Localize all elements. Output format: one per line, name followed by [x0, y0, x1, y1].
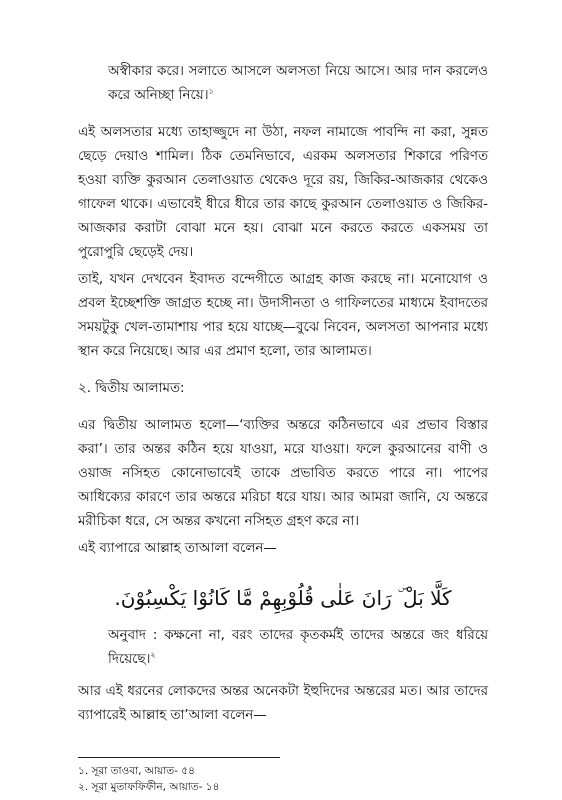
intro-line: এই ব্যাপারে আল্লাহ তাআলা বলেন—: [78, 541, 277, 556]
translation: [108, 624, 488, 672]
paragraph-signs: তাই, যখন দেখবেন ইবাদত বন্দেগীতে আগ্রহ কাজ করছে না। মনোযোগ ও প্রবল ইচ্ছেশক্তি জাগ্রত হচ্ছে না। উদাসীনতা ও গাফিলতের মাধ্যমে ইবাদতের সময়টুকু খেল-তামাশায় পার হয়ে যাচ্ছে—বুঝে নিবেন, অলসতা আপনার মধ্যে স্থান করে নিয়েছে। আর এর প্রমাণ হলো, তার আলামত।: [78, 272, 488, 359]
footnote-divider: [78, 757, 280, 758]
closing-paragraph: আর এই ধরনের লোকদের অন্তর অনেকটা ইহুদিদের অন্তরের মত। আর তাদের ব্যাপারেই আল্লাহ তা’আলা বলেন—: [78, 684, 488, 723]
arabic-verse: كَلَّا بَلْ ۜ رَانَ عَلٰى قُلُوْبِهِمْ مَّا كَانُوْا يَكْسِبُوْنَ.: [114, 586, 452, 610]
quote-text: অস্বীকার করে। সলাতে আসলে অলসতা নিয়ে আসে। আর দান করলেও করে অনিচ্ছা নিয়ে।: [108, 64, 488, 103]
paragraph-laziness: এই অলসতার মধ্যে তাহাজ্জুদে না উঠা, নফল নামাজে পাবন্দি না করা, সুন্নত ছেড়ে দেয়াও শামিল। ঠিক তেমনিভাবে, এরকম অলসতার শিকারে পরিণত হওয়া ব্যক্তি কুরআন তেলাওয়াত থেকেও দূরে রয়, জিকির-আজকার থেকেও গাফেল থাকে। এভাবেই ধীরে ধীরে তার কাছে কুরআন তেলাওয়াত ও জিকির-আজকার করাটা বোঝা মনে হয়। বোঝা মনে করতে করতে একসময় তা পুরোপুরি ছেড়েই দেয়।: [78, 125, 488, 260]
paragraph-second-sign: এর দ্বিতীয় আলামত হলো—‘ব্যক্তির অন্তরে কঠিনভাবে এর প্রভাব বিস্তার করা’। তার অন্তর কঠিন হয়ে যাওয়া, মরে যাওয়া। ফলে কুরআনের বাণী ও ওয়াজ নসিহত কোনোভাবেই তাকে প্রভাবিত করতে পারে না। পাপের আধিক্যের কারণে তার অন্তরে মরিচা ধরে যায়। আর আমরা জানি, যে অন্তরে মরীচিকা ধরে, সে অন্তর কখনো নসিহত গ্রহণ করে না।: [78, 418, 488, 529]
footnote-ref-2: ২: [150, 650, 156, 660]
translation-text: অনুবাদ : কক্ষনো না, বরং তাদের কৃতকর্মই তাদের অন্তরে জং ধরিয়ে দিয়েছে।: [108, 628, 488, 667]
section-heading: ২. দ্বিতীয় আলামত:: [78, 381, 185, 396]
footnote-1: ১. সূরা তাওবা, আয়াত- ৫৪: [78, 765, 195, 777]
quote-continuation: [108, 60, 488, 108]
footnote-ref-1: ১: [208, 86, 214, 96]
footnote-2: ২. সূরা মুতাফফিফীন, আয়াত- ১৪: [78, 781, 220, 793]
